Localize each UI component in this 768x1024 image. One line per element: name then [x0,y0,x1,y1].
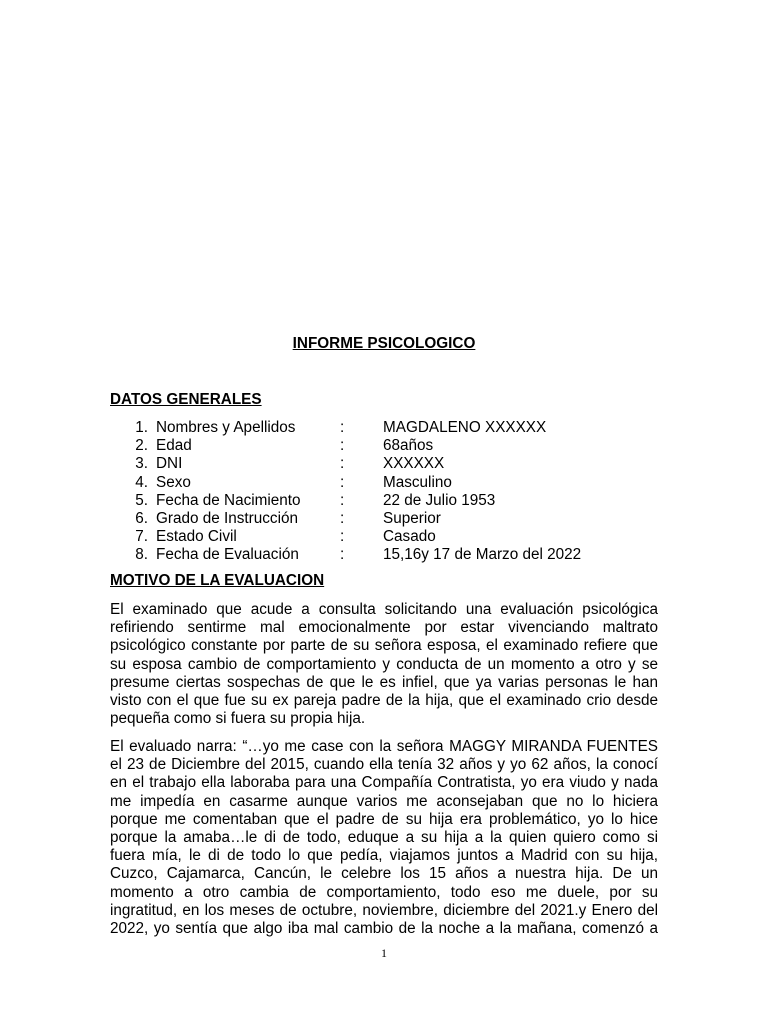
paragraph-line: el 23 de Diciembre del 2015, cuando ella tenía 32 años y yo 62 años, la conocí [110,756,658,774]
paragraph-line: momento a otro cambia de comportamiento, todo eso me duele, por su [110,883,658,901]
datos-value: 22 de Julio 1953 [383,491,496,509]
datos-number: 2. [135,437,148,455]
datos-value: MAGDALENO XXXXXX [383,419,547,436]
datos-number: 4. [135,473,148,491]
datos-label: Nombres y Apellidos [156,419,296,436]
datos-separator: : [340,528,345,546]
motivo-paragraph-2 [110,738,658,938]
datos-label: Estado Civil [156,528,237,546]
datos-number: 5. [135,491,148,509]
paragraph-line: 2022, yo sentía que algo iba mal cambio de la noche a la mañana, comenzó a [110,919,658,937]
datos-label: Fecha de Evaluación [156,546,299,564]
datos-row [110,510,670,528]
datos-row [110,546,670,564]
datos-number: 6. [135,509,148,527]
paragraph-line: me impedía en casarme aunque varios me aconsejaban que no lo hiciera [110,792,658,810]
paragraph-line: ingratitud, en los meses de octubre, noviembre, diciembre del 2021.y Enero del [110,901,658,919]
paragraph-line: refiriendo sentirme mal emocionalmente por estar vivenciando maltrato [110,619,658,637]
section-heading-motivo: MOTIVO DE LA EVALUACION [110,572,325,589]
datos-row [110,492,670,510]
datos-separator: : [340,509,345,527]
datos-value: Superior [383,509,441,527]
datos-label: Grado de Instrucción [156,509,298,527]
datos-value: 15,16y 17 de Marzo del 2022 [383,546,582,564]
datos-number: 7. [135,528,148,546]
datos-row [110,455,670,473]
datos-label: Fecha de Nacimiento [156,491,301,509]
datos-separator: : [340,437,345,455]
datos-value: Masculino [383,473,452,491]
datos-label: Sexo [156,473,191,491]
datos-separator: : [340,491,345,509]
datos-row [110,474,670,492]
datos-separator: : [340,546,345,564]
datos-label: Edad [156,437,192,455]
paragraph-line: Cuzco, Cajamarca, Cancún, le celebre los 15 años a nuestra hija. De un [110,865,658,883]
datos-separator: : [340,473,345,491]
paragraph-line: presume ciertas sospechas de que le es infiel, que ya varias personas le han [110,673,658,691]
paragraph-line: su esposa cambio de comportamiento y conducta de un momento a otro y se [110,655,658,673]
paragraph-line: El examinado que acude a consulta solicitando una evaluación psicológica [110,601,658,618]
paragraph-line: fuera mía, le di de todo lo que pedía, viajamos juntos a Madrid con su hija, [110,847,658,865]
paragraph-line: El evaluado narra: “…yo me case con la señora MAGGY MIRANDA FUENTES [110,738,658,755]
paragraph-line: en el trabajo ella laboraba para una Compañía Contratista, yo era viudo y nada [110,774,658,792]
paragraph-line: porque me comentaban que el padre de su hija era problemático, yo lo hice [110,810,658,828]
datos-row [110,419,670,437]
datos-number: 3. [135,455,148,473]
paragraph-line: porque la amaba…le di de todo, eduque a su hija a la quien quiero como si [110,828,658,846]
paragraph-line: pequeña como si fuera su propia hija. [110,710,366,728]
datos-value: Casado [383,528,436,546]
datos-row [110,528,670,546]
datos-number: 1. [135,419,148,436]
section-heading-datos-generales: DATOS GENERALES [110,391,262,408]
datos-separator: : [340,419,345,436]
datos-separator: : [340,455,345,473]
datos-row [110,437,670,455]
datos-label: DNI [156,455,183,473]
page-number: 1 [381,946,387,960]
motivo-paragraph-1 [110,601,658,728]
datos-value: 68años [383,437,434,455]
document-title: INFORME PSICOLOGICO [292,335,476,352]
datos-number: 8. [135,546,148,564]
datos-value: XXXXXX [383,455,445,473]
paragraph-line: visto con el que fue su ex pareja padre de la hija, que el examinado crio desde [110,691,658,709]
paragraph-line: psicológico constante por parte de su señora esposa, el examinado refiere que [110,637,658,655]
datos-generales-list [110,419,670,565]
